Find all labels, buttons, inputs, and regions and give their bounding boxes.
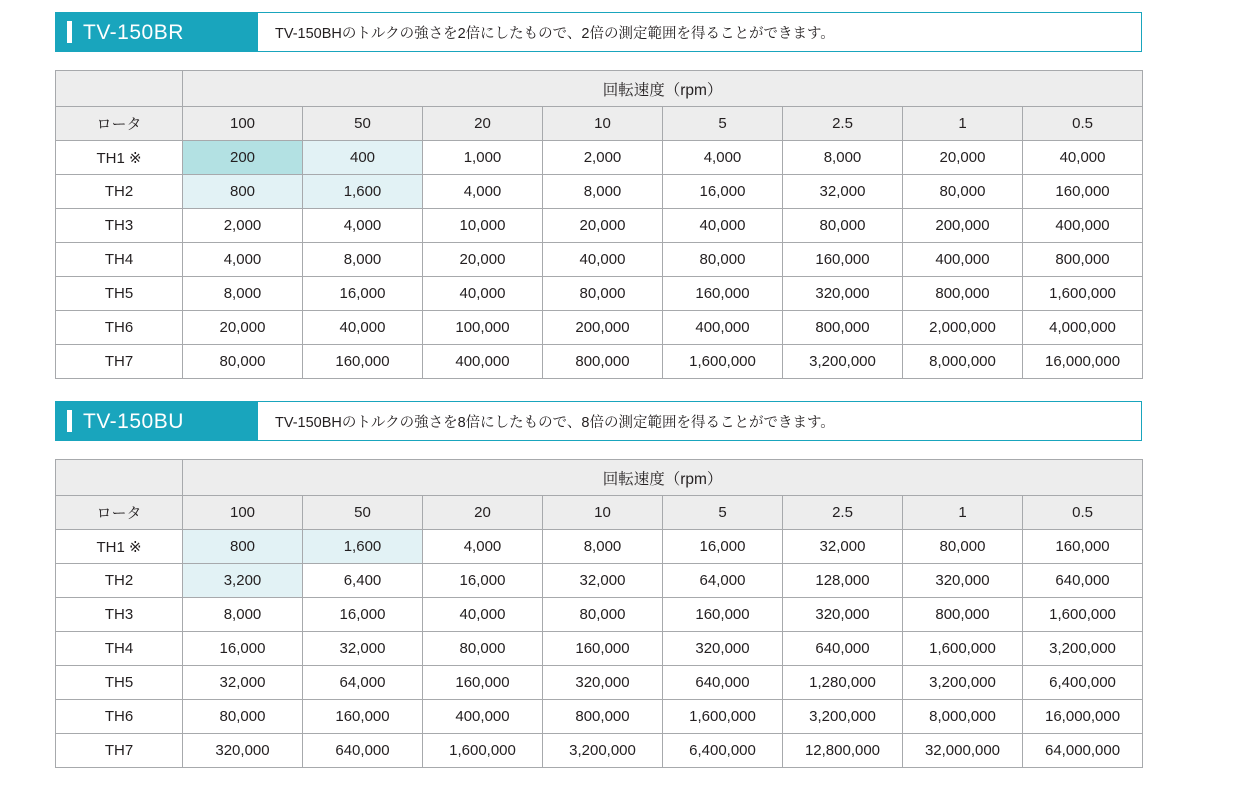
cell: 1,600,000 [1023, 277, 1143, 311]
cell: 64,000 [303, 666, 423, 700]
cell: 80,000 [543, 277, 663, 311]
header-rotation-speed: 回転速度（rpm） [183, 460, 1143, 496]
cell: 3,200,000 [543, 734, 663, 768]
cell: 80,000 [903, 530, 1023, 564]
model-description: TV-150BHのトルクの強さを2倍にしたもので、2倍の測定範囲を得ることができます。 [258, 12, 1142, 52]
cell: 16,000 [663, 530, 783, 564]
cell: 8,000 [543, 175, 663, 209]
cell: 800,000 [783, 311, 903, 345]
cell: 320,000 [663, 632, 783, 666]
table-row [56, 345, 1143, 379]
cell: 160,000 [1023, 175, 1143, 209]
cell: 400,000 [423, 700, 543, 734]
cell: 8,000,000 [903, 700, 1023, 734]
cell: 2,000,000 [903, 311, 1023, 345]
row-label: TH4 [56, 243, 183, 277]
table-row [56, 530, 1143, 564]
cell: 400,000 [423, 345, 543, 379]
cell: 32,000 [303, 632, 423, 666]
cell: 800 [183, 530, 303, 564]
header-corner-blank [56, 460, 183, 496]
model-title: TV-150BR [83, 20, 184, 44]
cell: 40,000 [423, 277, 543, 311]
model-title: TV-150BU [83, 409, 184, 433]
cell: 200 [183, 141, 303, 175]
cell: 20,000 [903, 141, 1023, 175]
cell: 320,000 [543, 666, 663, 700]
cell: 160,000 [663, 277, 783, 311]
cell: 1,600,000 [903, 632, 1023, 666]
cell: 400,000 [903, 243, 1023, 277]
cell: 1,600,000 [423, 734, 543, 768]
table-header-row [56, 107, 1143, 141]
cell: 800 [183, 175, 303, 209]
cell: 32,000 [543, 564, 663, 598]
cell: 8,000 [183, 598, 303, 632]
cell: 6,400,000 [1023, 666, 1143, 700]
cell: 80,000 [783, 209, 903, 243]
cell: 8,000 [183, 277, 303, 311]
cell: 800,000 [903, 277, 1023, 311]
cell: 200,000 [543, 311, 663, 345]
spec-table-tv-150br [55, 70, 1143, 379]
cell: 40,000 [543, 243, 663, 277]
cell: 8,000 [303, 243, 423, 277]
cell: 400,000 [663, 311, 783, 345]
title-tick-icon [67, 410, 72, 432]
cell: 20,000 [423, 243, 543, 277]
cell: 80,000 [903, 175, 1023, 209]
cell: 160,000 [423, 666, 543, 700]
table-row [56, 632, 1143, 666]
header-speed-0-5: 0.5 [1023, 496, 1143, 530]
cell: 32,000 [183, 666, 303, 700]
cell: 128,000 [783, 564, 903, 598]
header-speed-5: 5 [663, 496, 783, 530]
cell: 20,000 [183, 311, 303, 345]
cell: 160,000 [303, 345, 423, 379]
cell: 100,000 [423, 311, 543, 345]
cell: 640,000 [303, 734, 423, 768]
cell: 1,600,000 [663, 345, 783, 379]
table-row [56, 243, 1143, 277]
cell: 20,000 [543, 209, 663, 243]
row-label: TH5 [56, 666, 183, 700]
table-row [56, 311, 1143, 345]
cell: 160,000 [1023, 530, 1143, 564]
table-header-group-row [56, 71, 1143, 107]
table-row [56, 564, 1143, 598]
cell: 16,000 [303, 598, 423, 632]
cell: 3,200,000 [783, 345, 903, 379]
header-speed-5: 5 [663, 107, 783, 141]
cell: 40,000 [423, 598, 543, 632]
model-description: TV-150BHのトルクの強さを8倍にしたもので、8倍の測定範囲を得ることができます。 [258, 401, 1142, 441]
cell: 640,000 [663, 666, 783, 700]
cell: 640,000 [783, 632, 903, 666]
row-label: TH7 [56, 734, 183, 768]
cell: 64,000,000 [1023, 734, 1143, 768]
cell: 320,000 [783, 277, 903, 311]
cell: 80,000 [183, 345, 303, 379]
cell: 1,000 [423, 141, 543, 175]
table-row [56, 175, 1143, 209]
table-row [56, 209, 1143, 243]
table-row [56, 141, 1143, 175]
cell: 1,280,000 [783, 666, 903, 700]
header-speed-100: 100 [183, 496, 303, 530]
cell: 6,400,000 [663, 734, 783, 768]
row-label: TH5 [56, 277, 183, 311]
header-speed-0-5: 0.5 [1023, 107, 1143, 141]
cell: 800,000 [903, 598, 1023, 632]
section-tv-150bu [0, 379, 1243, 768]
cell: 12,800,000 [783, 734, 903, 768]
cell: 40,000 [1023, 141, 1143, 175]
cell: 32,000 [783, 175, 903, 209]
cell: 80,000 [663, 243, 783, 277]
header-speed-1: 1 [903, 107, 1023, 141]
title-tick-icon [67, 21, 72, 43]
cell: 10,000 [423, 209, 543, 243]
row-label: TH4 [56, 632, 183, 666]
cell: 640,000 [1023, 564, 1143, 598]
header-rotor: ロータ [56, 496, 183, 530]
header-speed-1: 1 [903, 496, 1023, 530]
row-label: TH6 [56, 311, 183, 345]
cell: 16,000,000 [1023, 345, 1143, 379]
header-speed-50: 50 [303, 107, 423, 141]
cell: 8,000,000 [903, 345, 1023, 379]
cell: 6,400 [303, 564, 423, 598]
header-speed-20: 20 [423, 107, 543, 141]
model-title-block [55, 12, 258, 52]
cell: 200,000 [903, 209, 1023, 243]
cell: 1,600,000 [1023, 598, 1143, 632]
cell: 3,200,000 [783, 700, 903, 734]
cell: 16,000 [303, 277, 423, 311]
cell: 80,000 [423, 632, 543, 666]
cell: 2,000 [183, 209, 303, 243]
cell: 160,000 [303, 700, 423, 734]
cell: 32,000 [783, 530, 903, 564]
row-label: TH1 ※ [56, 141, 183, 175]
table-row [56, 666, 1143, 700]
cell: 16,000,000 [1023, 700, 1143, 734]
table-row [56, 700, 1143, 734]
spec-table-tv-150bu [55, 459, 1143, 768]
header-speed-2-5: 2.5 [783, 496, 903, 530]
cell: 1,600 [303, 175, 423, 209]
header-speed-100: 100 [183, 107, 303, 141]
section-title-bar [55, 401, 1142, 441]
cell: 400,000 [1023, 209, 1143, 243]
cell: 1,600 [303, 530, 423, 564]
cell: 8,000 [543, 530, 663, 564]
row-label: TH3 [56, 598, 183, 632]
cell: 16,000 [423, 564, 543, 598]
cell: 800,000 [543, 345, 663, 379]
cell: 4,000 [423, 530, 543, 564]
cell: 8,000 [783, 141, 903, 175]
table-row [56, 277, 1143, 311]
row-label: TH2 [56, 175, 183, 209]
cell: 320,000 [183, 734, 303, 768]
cell: 64,000 [663, 564, 783, 598]
cell: 3,200,000 [1023, 632, 1143, 666]
cell: 160,000 [783, 243, 903, 277]
row-label: TH3 [56, 209, 183, 243]
row-label: TH7 [56, 345, 183, 379]
cell: 80,000 [543, 598, 663, 632]
section-tv-150br [0, 0, 1243, 379]
header-speed-20: 20 [423, 496, 543, 530]
row-label: TH2 [56, 564, 183, 598]
cell: 320,000 [783, 598, 903, 632]
cell: 16,000 [183, 632, 303, 666]
header-rotation-speed: 回転速度（rpm） [183, 71, 1143, 107]
row-label: TH6 [56, 700, 183, 734]
header-rotor: ロータ [56, 107, 183, 141]
cell: 16,000 [663, 175, 783, 209]
cell: 4,000 [183, 243, 303, 277]
header-speed-10: 10 [543, 496, 663, 530]
cell: 320,000 [903, 564, 1023, 598]
cell: 4,000 [663, 141, 783, 175]
cell: 4,000 [303, 209, 423, 243]
cell: 400 [303, 141, 423, 175]
cell: 40,000 [303, 311, 423, 345]
cell: 80,000 [183, 700, 303, 734]
table-row [56, 598, 1143, 632]
header-speed-2-5: 2.5 [783, 107, 903, 141]
cell: 3,200 [183, 564, 303, 598]
cell: 4,000,000 [1023, 311, 1143, 345]
table-header-group-row [56, 460, 1143, 496]
header-speed-50: 50 [303, 496, 423, 530]
cell: 40,000 [663, 209, 783, 243]
cell: 3,200,000 [903, 666, 1023, 700]
header-speed-10: 10 [543, 107, 663, 141]
section-title-bar [55, 12, 1142, 52]
table-header-row [56, 496, 1143, 530]
cell: 2,000 [543, 141, 663, 175]
cell: 4,000 [423, 175, 543, 209]
cell: 800,000 [543, 700, 663, 734]
cell: 1,600,000 [663, 700, 783, 734]
model-title-block [55, 401, 258, 441]
row-label: TH1 ※ [56, 530, 183, 564]
table-row [56, 734, 1143, 768]
cell: 800,000 [1023, 243, 1143, 277]
header-corner-blank [56, 71, 183, 107]
cell: 160,000 [543, 632, 663, 666]
cell: 160,000 [663, 598, 783, 632]
cell: 32,000,000 [903, 734, 1023, 768]
